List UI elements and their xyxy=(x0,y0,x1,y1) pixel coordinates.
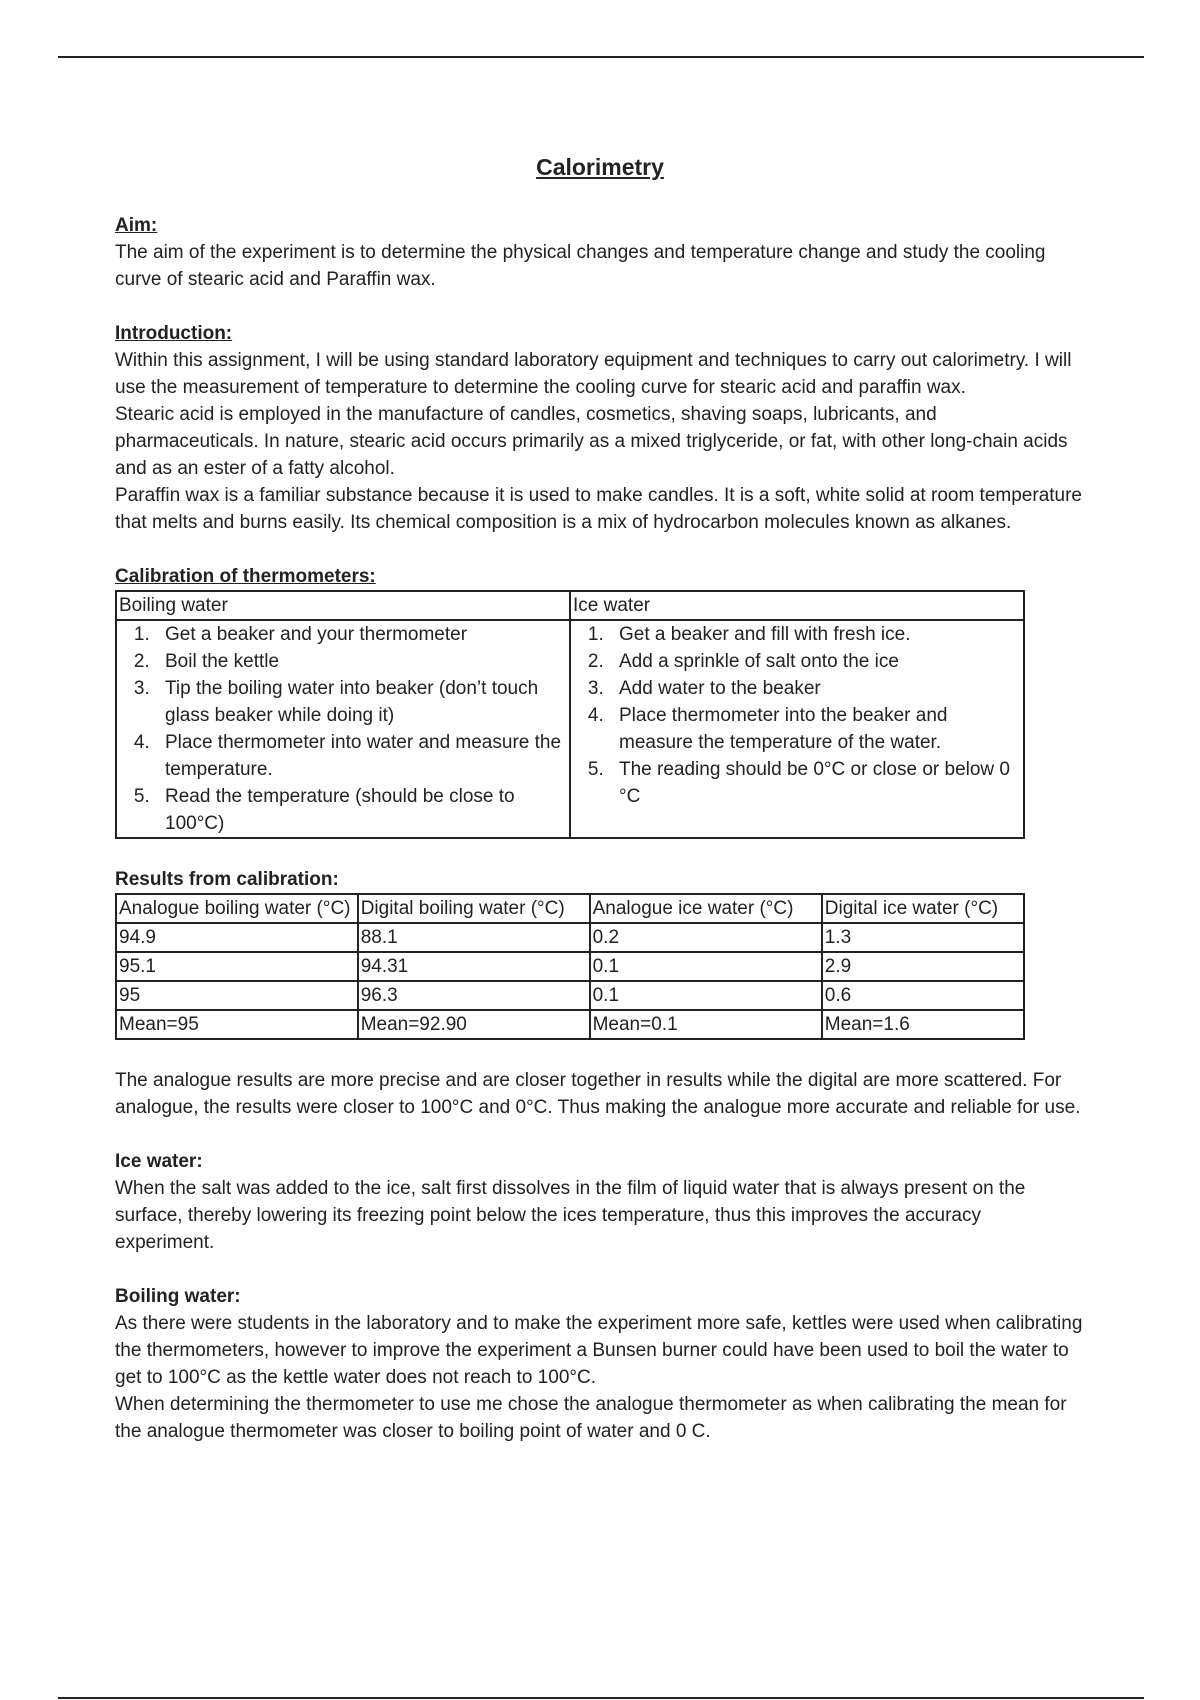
table-cell: 94.31 xyxy=(358,952,590,981)
table-row xyxy=(116,923,1024,952)
aim-section xyxy=(115,212,1085,293)
table-cell: 95 xyxy=(116,981,358,1010)
introduction-section xyxy=(115,320,1085,536)
results-section xyxy=(115,866,1085,1040)
discussion-text: The analogue results are more precise and are closer together in results while the digital are more scattered. For analogue, the results were closer to 100°C and 0°C. Thus making the analogue more accurate and reliable for use. xyxy=(115,1070,1081,1118)
aim-text: The aim of the experiment is to determine the physical changes and temperature change and study the cooling curve of stearic acid and Paraffin wax. xyxy=(115,242,1046,290)
results-table xyxy=(115,893,1025,1040)
discussion-section xyxy=(115,1067,1085,1121)
table-cell: 2.9 xyxy=(822,952,1024,981)
list-item: 4. Place thermometer into the beaker and measure the temperature of the water. xyxy=(609,702,1021,756)
introduction-heading: Introduction: xyxy=(115,323,233,344)
introduction-paragraph: Stearic acid is employed in the manufacture of candles, cosmetics, shaving soaps, lubricants, and pharmaceuticals. In nature, stearic acid occurs primarily as a mixed triglyceride, or fat, with other long-chain acids and as an ester of a fatty alcohol. xyxy=(115,404,1068,479)
table-cell: Mean=0.1 xyxy=(590,1010,822,1039)
footer-rule xyxy=(58,1697,1144,1699)
ice-water-text: When the salt was added to the ice, salt first dissolves in the film of liquid water that is always present on the surface, thereby lowering its freezing point below the ices temperature, thus this improves the accuracy experiment. xyxy=(115,1178,1026,1253)
ice-water-steps-cell xyxy=(570,620,1024,838)
table-header-row xyxy=(116,894,1024,923)
table-cell: Mean=92.90 xyxy=(358,1010,590,1039)
boiling-water-steps xyxy=(119,621,567,837)
boiling-water-paragraph: As there were students in the laboratory and to make the experiment more safe, kettles were used when calibrating the thermometers, however to improve the experiment a Bunsen burner could have been used to boil the water to get to 100°C as the kettle water does not reach to 100°C. xyxy=(115,1313,1083,1388)
list-item: 2. Boil the kettle xyxy=(155,648,567,675)
table-cell: 95.1 xyxy=(116,952,358,981)
column-header: Analogue boiling water (°C) xyxy=(116,894,358,923)
calibration-heading: Calibration of thermometers: xyxy=(115,566,376,587)
table-cell: 0.2 xyxy=(590,923,822,952)
list-item: 1. Get a beaker and your thermometer xyxy=(155,621,567,648)
column-header: Digital ice water (°C) xyxy=(822,894,1024,923)
table-cell: 0.6 xyxy=(822,981,1024,1010)
table-row-mean xyxy=(116,1010,1024,1039)
column-header: Digital boiling water (°C) xyxy=(358,894,590,923)
header-rule xyxy=(58,56,1144,58)
table-cell: 94.9 xyxy=(116,923,358,952)
boiling-water-steps-cell xyxy=(116,620,570,838)
boiling-water-header: Boiling water xyxy=(116,591,570,620)
page-title: Calorimetry xyxy=(536,154,664,180)
document-page xyxy=(115,150,1085,1472)
ice-water-steps xyxy=(573,621,1021,810)
boiling-water-section xyxy=(115,1283,1085,1445)
table-cell: 96.3 xyxy=(358,981,590,1010)
table-cell: 88.1 xyxy=(358,923,590,952)
aim-heading: Aim: xyxy=(115,215,158,236)
table-cell: Mean=1.6 xyxy=(822,1010,1024,1039)
list-item: 2. Add a sprinkle of salt onto the ice xyxy=(609,648,1021,675)
ice-water-section xyxy=(115,1148,1085,1256)
table-cell: 0.1 xyxy=(590,952,822,981)
list-item: 5. Read the temperature (should be close to 100°C) xyxy=(155,783,567,837)
column-header: Analogue ice water (°C) xyxy=(590,894,822,923)
boiling-water-paragraph: When determining the thermometer to use me chose the analogue thermometer as when calibrating the mean for the analogue thermometer was closer to boiling point of water and 0 C. xyxy=(115,1394,1067,1442)
ice-water-heading: Ice water: xyxy=(115,1151,203,1172)
table-cell: 0.1 xyxy=(590,981,822,1010)
introduction-paragraph: Paraffin wax is a familiar substance because it is used to make candles. It is a soft, white solid at room temperature that melts and burns easily. Its chemical composition is a mix of hydrocarbon molecules known as alkanes. xyxy=(115,485,1082,533)
table-row xyxy=(116,952,1024,981)
list-item: 3. Tip the boiling water into beaker (don’t touch glass beaker while doing it) xyxy=(155,675,567,729)
ice-water-header: Ice water xyxy=(570,591,1024,620)
list-item: 3. Add water to the beaker xyxy=(609,675,1021,702)
introduction-paragraph: Within this assignment, I will be using standard laboratory equipment and techniques to carry out calorimetry. I will use the measurement of temperature to determine the cooling curve for stearic acid and paraffin wax. xyxy=(115,350,1072,398)
table-row xyxy=(116,981,1024,1010)
list-item: 1. Get a beaker and fill with fresh ice. xyxy=(609,621,1021,648)
table-cell: 1.3 xyxy=(822,923,1024,952)
calibration-section xyxy=(115,563,1085,839)
calibration-table xyxy=(115,590,1025,839)
list-item: 5. The reading should be 0°C or close or below 0 °C xyxy=(609,756,1021,810)
results-heading: Results from calibration: xyxy=(115,869,339,890)
list-item: 4. Place thermometer into water and measure the temperature. xyxy=(155,729,567,783)
boiling-water-heading: Boiling water: xyxy=(115,1286,241,1307)
table-cell: Mean=95 xyxy=(116,1010,358,1039)
